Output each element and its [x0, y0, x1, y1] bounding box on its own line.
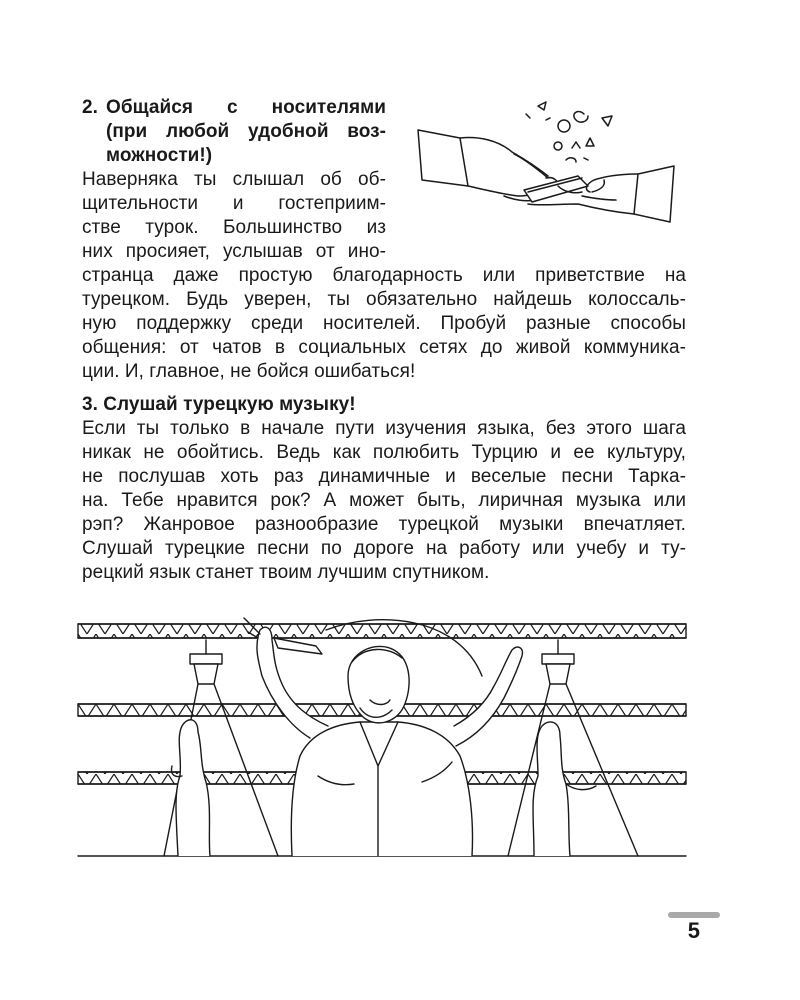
section3-body-line-4: на. Тебе нравится рок? А может быть, лиричная музыка или — [82, 490, 686, 511]
hands-illustration — [408, 96, 684, 246]
section3-body-line-3: не послушав хоть раз динамичные и веселые песни Тарка- — [82, 466, 686, 487]
section2-body-line-5: странца даже простую благодарность или приветствие на — [82, 265, 686, 286]
section2-body-line-2: щительности и гостеприим- — [82, 193, 386, 214]
section3-body-line-5: рэп? Жанровое разнообразие турецкой музыки впечатляет. — [82, 514, 686, 535]
section2-body-line-8: общения: от чатов в социальных сетях до живой коммуника- — [82, 337, 686, 358]
section2-heading-line-3: можности!) — [106, 145, 213, 166]
section2-heading-line-1: Общайся с носителями — [106, 97, 386, 118]
section2-body-line-7: ную поддержку среди носителей. Пробуй разные способы — [82, 313, 686, 334]
section2-body-line-9: ции. И, главное, не бойся ошибаться! — [82, 361, 416, 382]
page-number: 5 — [687, 918, 700, 943]
section3-body-line-1: Если ты только в начале пути изучения языка, без этого шага — [82, 418, 686, 439]
section3-body-line-2: никак не обойтись. Ведь как полюбить Турцию и ее культуру, — [82, 442, 686, 463]
section2-body-line-3: стве турок. Большинство из — [82, 217, 386, 238]
section2-body-line-4: них просияет, услышав от ино- — [82, 241, 386, 262]
section2-heading-line-2: (при любой удобной воз- — [106, 121, 386, 142]
section3-body-line-6: Слушай турецкие песни по дороге на работу или учебу и ту- — [82, 538, 686, 559]
section3-heading: 3. Слушай турецкую музыку! — [82, 394, 356, 415]
section2-number: 2. — [82, 97, 98, 118]
section2-body-line-6: турецком. Будь уверен, ты обязательно найдешь колоссаль- — [82, 289, 686, 310]
concert-illustration — [78, 606, 686, 860]
section2-body-line-1: Наверняка ты слышал об об- — [82, 169, 386, 190]
section3-body-line-7: рецкий язык станет твоим лучшим спутником. — [82, 562, 490, 583]
